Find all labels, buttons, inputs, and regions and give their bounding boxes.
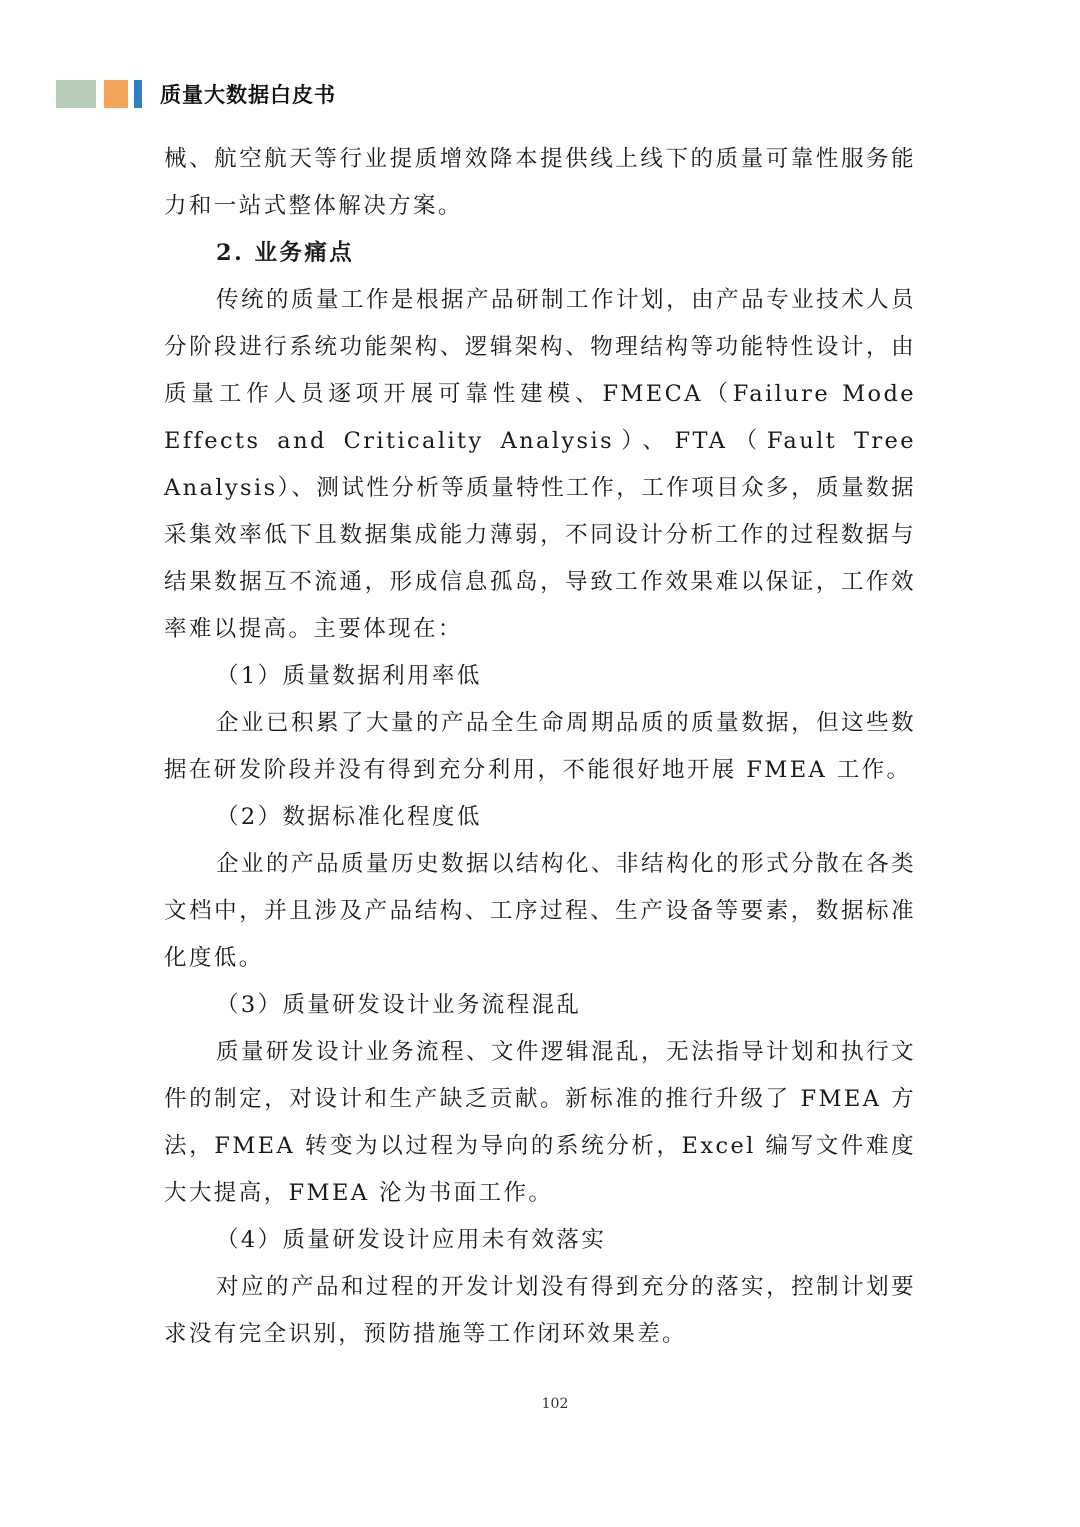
main-paragraph: 传统的质量工作是根据产品研制工作计划，由产品专业技术人员分阶段进行系统功能架构、逻辑架构、物理结构等功能特性设计，由质量工作人员逐项开展可靠性建模、FMECA（Failure Mode Effects and Criticality Analysis）、FTA（Fault Tree Analysis）、测试性分析等质量特性工作，工作项目众多，质量数据采集效率低下且数据集成能力薄弱，不同设计分析工作的过程数据与结果数据互不流通，形成信息孤岛，导致工作效果难以保证，工作效率难以提高。主要体现在： <box>164 287 916 642</box>
subheading-2: （2）数据标准化程度低 <box>216 804 482 830</box>
header-orange-block <box>104 80 128 108</box>
page-body <box>164 136 916 1358</box>
paragraph-2: 企业的产品质量历史数据以结构化、非结构化的形式分散在各类文档中，并且涉及产品结构、工序过程、生产设备等要素，数据标准化度低。 <box>164 851 916 971</box>
paragraph-1: 企业已积累了大量的产品全生命周期品质的质量数据，但这些数据在研发阶段并没有得到充分利用，不能很好地开展 FMEA 工作。 <box>164 710 916 783</box>
subheading-3: （3）质量研发设计业务流程混乱 <box>216 992 582 1018</box>
subheading-1: （1）质量数据利用率低 <box>216 663 482 689</box>
intro-paragraph: 械、航空航天等行业提质增效降本提供线上线下的质量可靠性服务能力和一站式整体解决方案。 <box>164 146 916 219</box>
paragraph-3: 质量研发设计业务流程、文件逻辑混乱，无法指导计划和执行文件的制定，对设计和生产缺乏贡献。新标准的推行升级了 FMEA 方法，FMEA 转变为以过程为导向的系统分析，Excel 编写文件难度大大提高，FMEA 沦为书面工作。 <box>164 1039 916 1206</box>
header-green-block <box>56 80 96 108</box>
section-heading: 2. 业务痛点 <box>216 240 355 266</box>
paragraph-4: 对应的产品和过程的开发计划没有得到充分的落实，控制计划要求没有完全识别，预防措施等工作闭环效果差。 <box>164 1274 916 1347</box>
subheading-4: （4）质量研发设计应用未有效落实 <box>216 1227 607 1253</box>
header-title: 质量大数据白皮书 <box>160 83 336 107</box>
header-blue-bar <box>134 80 142 108</box>
page-header <box>56 80 336 108</box>
page-number: 102 <box>541 1396 569 1412</box>
